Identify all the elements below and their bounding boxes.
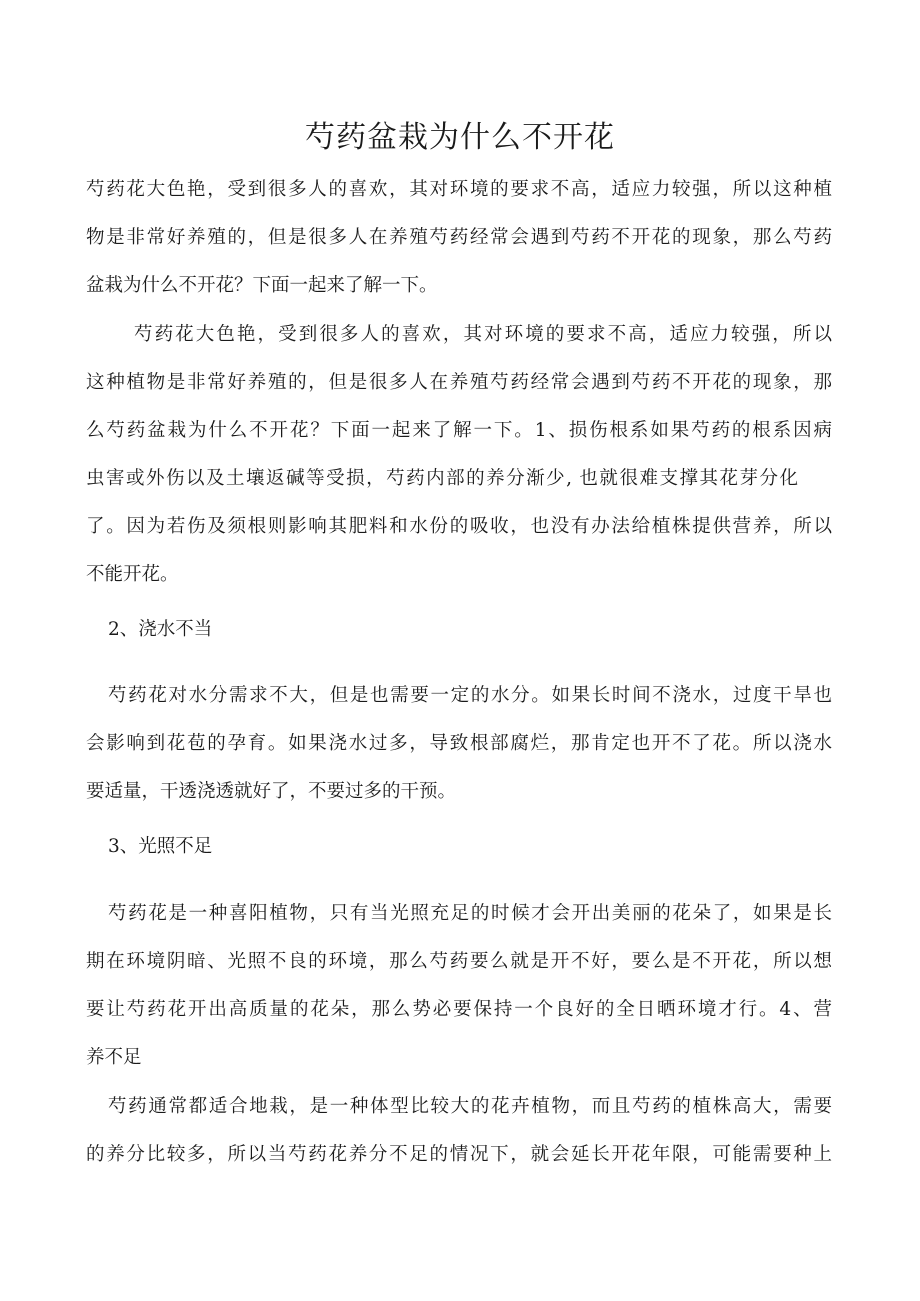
paragraph-line: 物是非常好养殖的，但是很多人在养殖芍药经常会遇到芍药不开花的现象，那么芍药 — [86, 227, 832, 248]
paragraph-line: 芍药花大色艳，受到很多人的喜欢，其对环境的要求不高，适应力较强，所以这种植 — [86, 179, 832, 200]
paragraph-line: 要让芍药花开出高质量的花朵，那么势必要保持一个良好的全日晒环境才行。4、营 — [86, 999, 832, 1020]
paragraph-line: 不能开花。 — [86, 564, 179, 585]
paragraph-line: 芍药花大色艳，受到很多人的喜欢，其对环境的要求不高，适应力较强，所以 — [134, 324, 832, 345]
section-heading: 3、光照不足 — [108, 836, 213, 857]
paragraph-line: 养不足 — [86, 1047, 142, 1068]
paragraph-line: 盆栽为什么不开花？下面一起来了解一下。 — [86, 275, 438, 296]
paragraph-line: 期在环境阴暗、光照不良的环境，那么芍药要么就是开不好，要么是不开花，所以想 — [86, 951, 832, 972]
paragraph-line: 的养分比较多，所以当芍药花养分不足的情况下，就会延长开花年限，可能需要种上 — [86, 1144, 832, 1165]
paragraph-line: 会影响到花苞的孕育。如果浇水过多，导致根部腐烂，那肯定也开不了花。所以浇水 — [86, 733, 832, 754]
paragraph-line: 么芍药盆栽为什么不开花？下面一起来了解一下。1、损伤根系如果芍药的根系因病 — [86, 420, 832, 441]
paragraph-line: 虫害或外伤以及土壤返碱等受损，芍药内部的养分渐少, 也就很难支撑其花芽分化 — [86, 468, 798, 489]
paragraph-line: 芍药花对水分需求不大，但是也需要一定的水分。如果长时间不浇水，过度干旱也 — [108, 685, 832, 706]
paragraph-line: 芍药通常都适合地栽，是一种体型比较大的花卉植物，而且芍药的植株高大，需要 — [108, 1096, 832, 1117]
paragraph-line: 这种植物是非常好养殖的，但是很多人在养殖芍药经常会遇到芍药不开花的现象，那 — [86, 372, 832, 393]
paragraph-line: 要适量，干透浇透就好了，不要过多的干预。 — [86, 781, 457, 802]
paragraph-line: 了。因为若伤及须根则影响其肥料和水份的吸收，也没有办法给植株提供营养，所以 — [86, 516, 832, 537]
section-heading: 2、浇水不当 — [108, 619, 213, 640]
paragraph-line: 芍药花是一种喜阳植物，只有当光照充足的时候才会开出美丽的花朵了，如果是长 — [108, 903, 832, 924]
document-title: 芍药盆栽为什么不开花 — [305, 120, 615, 155]
